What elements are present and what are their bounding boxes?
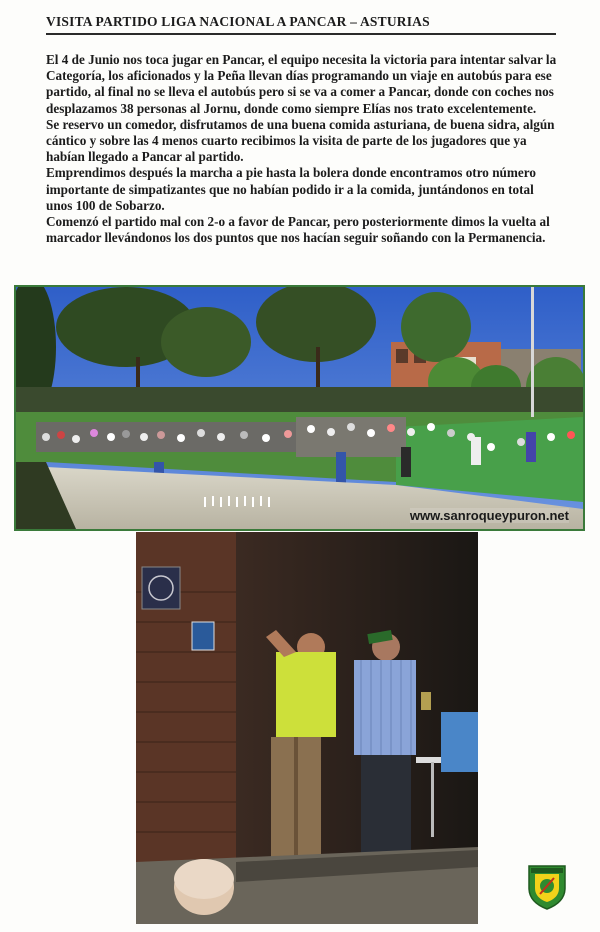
article-paragraph-3: Emprendimos después la marcha a pie hasta la bolera donde encontramos otro número importante de simpatizantes que no habían podido ir a la comida, juntándonos en total unos 100 de Sobarzo. xyxy=(46,165,536,213)
article-paragraph-2: Se reservo un comedor, disfrutamos de una buena comida asturiana, de buena sidra, algún cántico y sobre las 4 menos cuarto recibimos la visita de parte de los jugadores que ya habían llegado a Pancar al partido. xyxy=(46,116,555,165)
article-paragraph-4: Comenzó el partido mal con 2-o a favor de Pancar, pero posteriormente dimos la vuelta al marcador llevándonos los dos puntos que nos hacían seguir soñando con la Permanencia. xyxy=(46,214,550,246)
club-crest-icon xyxy=(527,864,567,910)
article-body xyxy=(46,52,560,246)
article-paragraph-1: El 4 de Junio nos toca jugar en Pancar, el equipo necesita la victoria para intentar salvar la Categoría, los aficionados y la Peña llevan días programando un viaje en autobús para ese partido, al final no se lleva el autobús pero si se va a comer a Pancar, donde con coches nos desplazamos 38 personas al Jornu, donde como siempre Elías nos trato excelentemente. xyxy=(46,52,557,116)
bolera-photo xyxy=(14,285,585,531)
players-photo xyxy=(136,532,478,924)
players-photo-image xyxy=(136,532,478,924)
bolera-photo-image xyxy=(16,287,583,529)
photo-watermark: www.sanroqueypuron.net xyxy=(409,508,569,523)
page-title: VISITA PARTIDO LIGA NACIONAL A PANCAR – ASTURIAS xyxy=(46,14,430,29)
title-underline xyxy=(46,33,556,35)
